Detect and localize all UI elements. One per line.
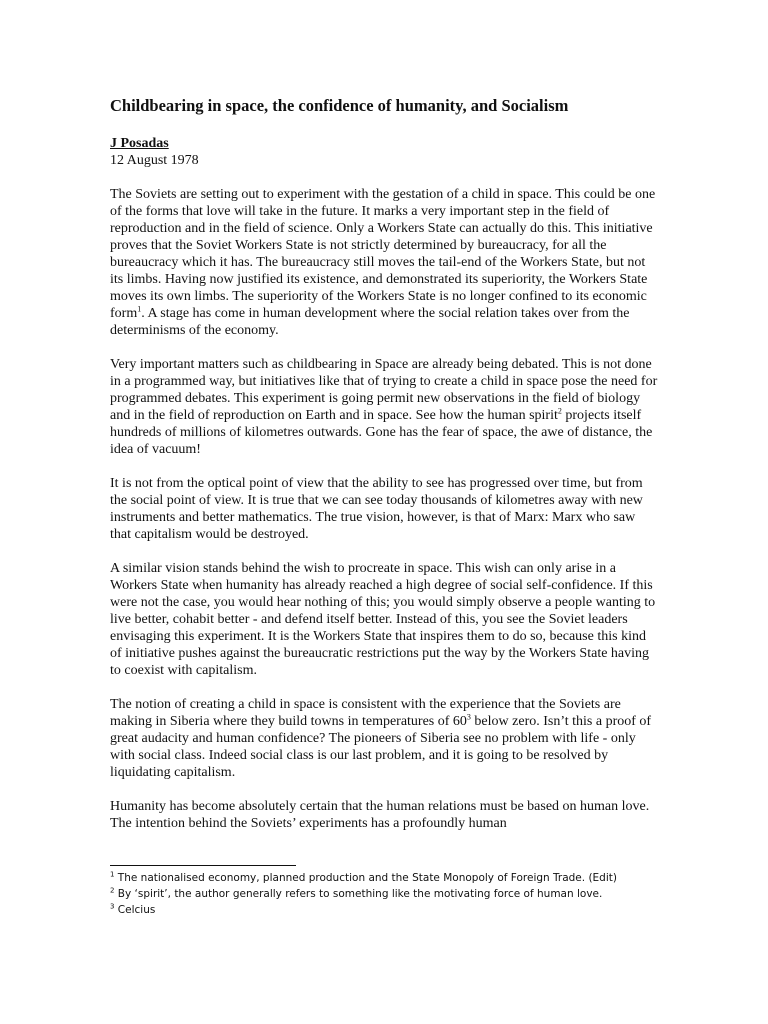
document-body [110,96,658,849]
paragraph-1-text-b: . A stage has come in human development where the social relation takes over from the determinisms of the economy. [110,306,630,338]
footnote-2 [110,886,670,902]
paragraph-2-text-a: Very important matters such as childbearing in Space are already being debated. This is not done in a programmed way, but initiatives like that of trying to create a child in space pose the need for programmed debates. This experiment is going permit new observations in the field of biology and in the field of reproduction on Earth and in space. See how the human spirit [110,357,658,423]
footnote-1-number: 1 [110,870,115,879]
paragraph-6: Humanity has become absolutely certain that the human relations must be based on human love. The intention behind the Soviets’ experiments has a profoundly human [110,799,650,831]
footnotes-section [110,870,670,918]
paragraph-3: It is not from the optical point of view that the ability to see has progressed over time, but from the social point of view. It is true that we can see today thousands of kilometres away with new instruments and better mathematics. The true vision, however, is that of Marx: Marx who saw that capitalism would be destroyed. [110,476,643,542]
footnote-divider [110,865,296,866]
paragraph-2 [110,356,658,458]
paragraph-1-text-a: The Soviets are setting out to experiment with the gestation of a child in space. This could be one of the forms that love will take in the future. It marks a very important step in the field of reproduction and in the field of science. Only a Workers State can actually do this. This initiative proves that the Soviet Workers State is not strictly determined by bureaucracy, for all the bureaucracy which it has. The bureaucracy still moves the tail-end of the Workers State, but not its limbs. Having now justified its existence, and demonstrated its superiority, the Workers State moves its own limbs. The superiority of the Workers State is no longer confined to its economic form [110,187,656,321]
paragraph-1 [110,186,658,339]
document-title: Childbearing in space, the confidence of humanity, and Socialism [110,96,569,115]
paragraph-5-text-b: below zero. Isn’t this a proof of great audacity and human confidence? The pioneers of Siberia see no problem with life - only with social class. Indeed social class is our last problem, and it is going to be resolved by liquidating capitalism. [110,714,652,780]
footnote-ref-3[interactable]: 3 [466,712,471,722]
footnote-1 [110,870,670,886]
footnote-3 [110,902,670,918]
footnote-3-number: 3 [110,902,115,911]
publication-date: 12 August 1978 [110,153,199,168]
paragraph-5-text-a: The notion of creating a child in space is consistent with the experience that the Soviets are making in Siberia where they build towns in temperatures of 60 [110,697,621,729]
footnote-ref-1[interactable]: 1 [137,304,142,314]
paragraph-4: A similar vision stands behind the wish to procreate in space. This wish can only arise in a Workers State when humanity has already reached a high degree of social self-confidence. If this were not the case, you would hear nothing of this; you would simply observe a people wanting to live better, cohabit better - and defend itself better. Instead of this, you see the Soviet leaders envisaging this experiment. It is the Workers State that inspires them to do so, because this kind of initiative pushes against the bureaucratic restrictions put the way by the Workers State having to coexist with capitalism. [110,561,656,678]
footnote-3-text: Celcius [114,904,156,916]
footnote-1-text: The nationalised economy, planned production and the State Monopoly of Foreign Trade. (Edit) [114,872,617,884]
paragraph-5 [110,696,658,781]
footnote-2-text: By ‘spirit’, the author generally refers to something like the motivating force of human love. [114,888,603,900]
paragraph-2-text-b: projects itself hundreds of millions of kilometres outwards. Gone has the fear of space, the awe of distance, the idea of vacuum! [110,408,653,457]
footnote-2-number: 2 [110,886,115,895]
author-name: J Posadas [110,136,169,151]
footnote-ref-2[interactable]: 2 [557,406,562,416]
